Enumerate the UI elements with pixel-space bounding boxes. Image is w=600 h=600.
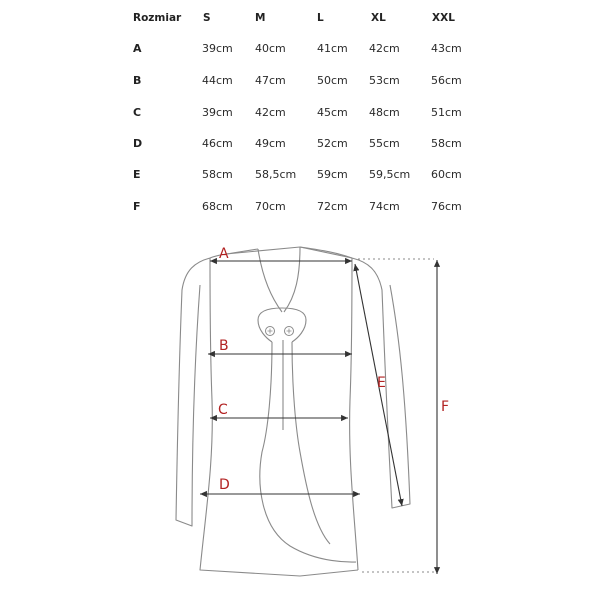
row-label: A — [133, 42, 142, 55]
dimension-label-b: B — [219, 338, 229, 354]
table-cell: 59cm — [317, 168, 348, 181]
header-cell-m: M — [255, 12, 266, 24]
garment-diagram — [0, 225, 600, 600]
header-cell-l: L — [317, 12, 324, 24]
jacket-outline — [176, 247, 410, 576]
table-cell: 39cm — [202, 106, 233, 119]
row-label: F — [133, 200, 141, 213]
table-row — [0, 71, 600, 91]
table-cell: 56cm — [431, 74, 462, 87]
dimension-label-d: D — [219, 477, 230, 493]
table-cell: 48cm — [369, 106, 400, 119]
table-cell: 42cm — [369, 42, 400, 55]
row-label: E — [133, 168, 141, 181]
dimension-label-f: F — [441, 399, 450, 415]
table-cell: 40cm — [255, 42, 286, 55]
table-cell: 72cm — [317, 200, 348, 213]
table-row — [0, 134, 600, 154]
table-cell: 43cm — [431, 42, 462, 55]
table-cell: 74cm — [369, 200, 400, 213]
table-row — [0, 165, 600, 185]
dimension-label-a: A — [219, 246, 229, 262]
table-header-row — [0, 8, 600, 28]
table-cell: 68cm — [202, 200, 233, 213]
dimension-label-c: C — [218, 402, 228, 418]
jacket-buttons — [266, 327, 294, 336]
header-cell-xl: XL — [371, 12, 386, 24]
table-cell: 53cm — [369, 74, 400, 87]
table-cell: 51cm — [431, 106, 462, 119]
table-cell: 44cm — [202, 74, 233, 87]
dimension-lines — [200, 259, 437, 574]
table-cell: 47cm — [255, 74, 286, 87]
row-label: B — [133, 74, 142, 87]
row-label: D — [133, 137, 143, 150]
table-cell: 42cm — [255, 106, 286, 119]
table-cell: 58,5cm — [255, 168, 297, 181]
table-row — [0, 197, 600, 217]
table-cell: 49cm — [255, 137, 286, 150]
table-cell: 60cm — [431, 168, 462, 181]
table-cell: 58cm — [431, 137, 462, 150]
table-cell: 70cm — [255, 200, 286, 213]
table-cell: 58cm — [202, 168, 233, 181]
table-cell: 45cm — [317, 106, 348, 119]
header-cell-s: S — [203, 12, 211, 24]
table-cell: 76cm — [431, 200, 462, 213]
row-label: C — [133, 106, 142, 119]
size-table — [0, 0, 600, 225]
table-row — [0, 39, 600, 59]
table-cell: 46cm — [202, 137, 233, 150]
table-cell: 59,5cm — [369, 168, 411, 181]
header-cell-rozmiar: Rozmiar — [133, 12, 182, 24]
table-row — [0, 103, 600, 123]
table-cell: 52cm — [317, 137, 348, 150]
table-cell: 39cm — [202, 42, 233, 55]
header-cell-xxl: XXL — [432, 12, 455, 24]
table-cell: 50cm — [317, 74, 348, 87]
table-cell: 55cm — [369, 137, 400, 150]
table-cell: 41cm — [317, 42, 348, 55]
dimension-label-e: E — [377, 375, 386, 391]
